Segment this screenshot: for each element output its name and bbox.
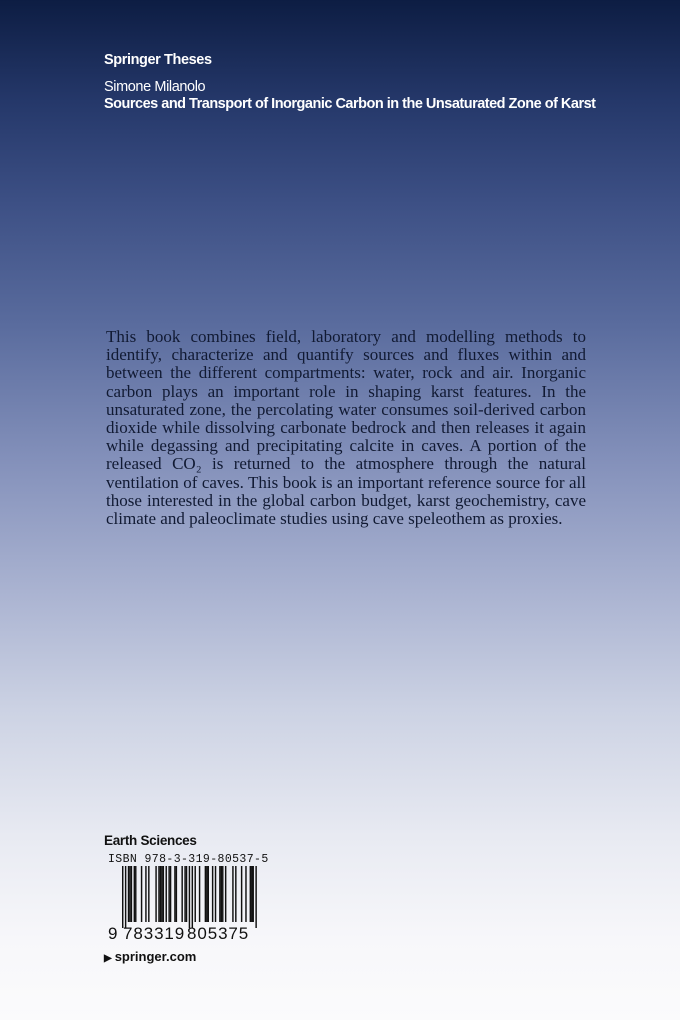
barcode-bar	[148, 866, 149, 922]
barcode-bar	[181, 866, 182, 922]
barcode-bar	[161, 866, 162, 922]
barcode-bar	[222, 866, 223, 922]
isbn-label: ISBN 978-3-319-80537-5	[108, 853, 269, 866]
barcode-bar	[176, 866, 177, 922]
barcode-bar	[195, 866, 196, 922]
barcode-bar	[184, 866, 185, 922]
series-name: Springer Theses	[104, 52, 212, 68]
barcode-bar	[208, 866, 209, 922]
barcode-bar	[163, 866, 164, 922]
barcode-bar	[158, 866, 159, 922]
barcode-bar	[145, 866, 146, 922]
barcode-bar	[155, 866, 156, 922]
barcode-bar	[250, 866, 251, 922]
barcode-bar	[166, 866, 167, 922]
barcode-bar	[221, 866, 222, 922]
publisher-website[interactable]	[104, 949, 196, 964]
barcode-lead-digit: 9	[108, 924, 118, 940]
barcode-bar	[212, 866, 213, 922]
barcode-right-digits: 805375	[187, 924, 250, 940]
barcode-bar	[141, 866, 142, 922]
barcode-bar	[131, 866, 132, 922]
barcode-bar	[128, 866, 129, 922]
barcode-bar	[225, 866, 226, 922]
barcode-bar	[255, 866, 256, 928]
barcode-bar	[134, 866, 135, 922]
website-url: springer.com	[114, 949, 197, 964]
barcode-bar	[199, 866, 200, 922]
barcode-bar	[241, 866, 242, 922]
barcode-bar	[192, 866, 193, 928]
barcode-bar	[135, 866, 136, 922]
barcode-bar	[189, 866, 190, 928]
book-title: Sources and Transport of Inorganic Carbon in the Unsaturated Zone of Karst	[104, 96, 596, 112]
author-name: Simone Milanolo	[104, 79, 206, 95]
barcode-bar	[174, 866, 175, 922]
barcode-bar	[235, 866, 236, 922]
barcode-bar	[168, 866, 169, 922]
isbn-barcode	[108, 866, 258, 940]
barcode-bar	[232, 866, 233, 922]
barcode-bar	[186, 866, 187, 922]
arrow-right-icon: ▶	[104, 953, 112, 964]
barcode-bar	[245, 866, 246, 922]
barcode-bar	[170, 866, 171, 922]
barcode-bar	[253, 866, 254, 922]
subject-category: Earth Sciences	[104, 833, 197, 848]
barcode-bar	[251, 866, 252, 922]
barcode-left-digits: 783319	[123, 924, 186, 940]
book-description: This book combines field, laboratory and modelling methods to identify, characterize and quantify sources and fluxes within and between the different compartments: water, rock and air. Inorganic carbon plays an important role in shaping karst features. In the unsaturated zone, the percolating water consumes soil-derived carbon dioxide while dissolving carbonate bedrock and then releases it again while degassing and precipitating calcite in caves. A portion of the released CO₂ is returned to the atmosphere through the natural ventilation of caves. This book is an important reference source for all those interested in the global carbon budget, karst geochemistry, cave climate and paleoclimate studies using cave speleothem as proxies.	[106, 327, 586, 529]
barcode-bar	[125, 866, 126, 928]
barcode-bar	[129, 866, 130, 922]
barcode-bar	[122, 866, 123, 928]
barcode-bar	[205, 866, 206, 922]
barcode-bar	[206, 866, 207, 922]
barcode-bar	[160, 866, 161, 922]
barcode-bar	[215, 866, 216, 922]
barcode-bar	[219, 866, 220, 922]
